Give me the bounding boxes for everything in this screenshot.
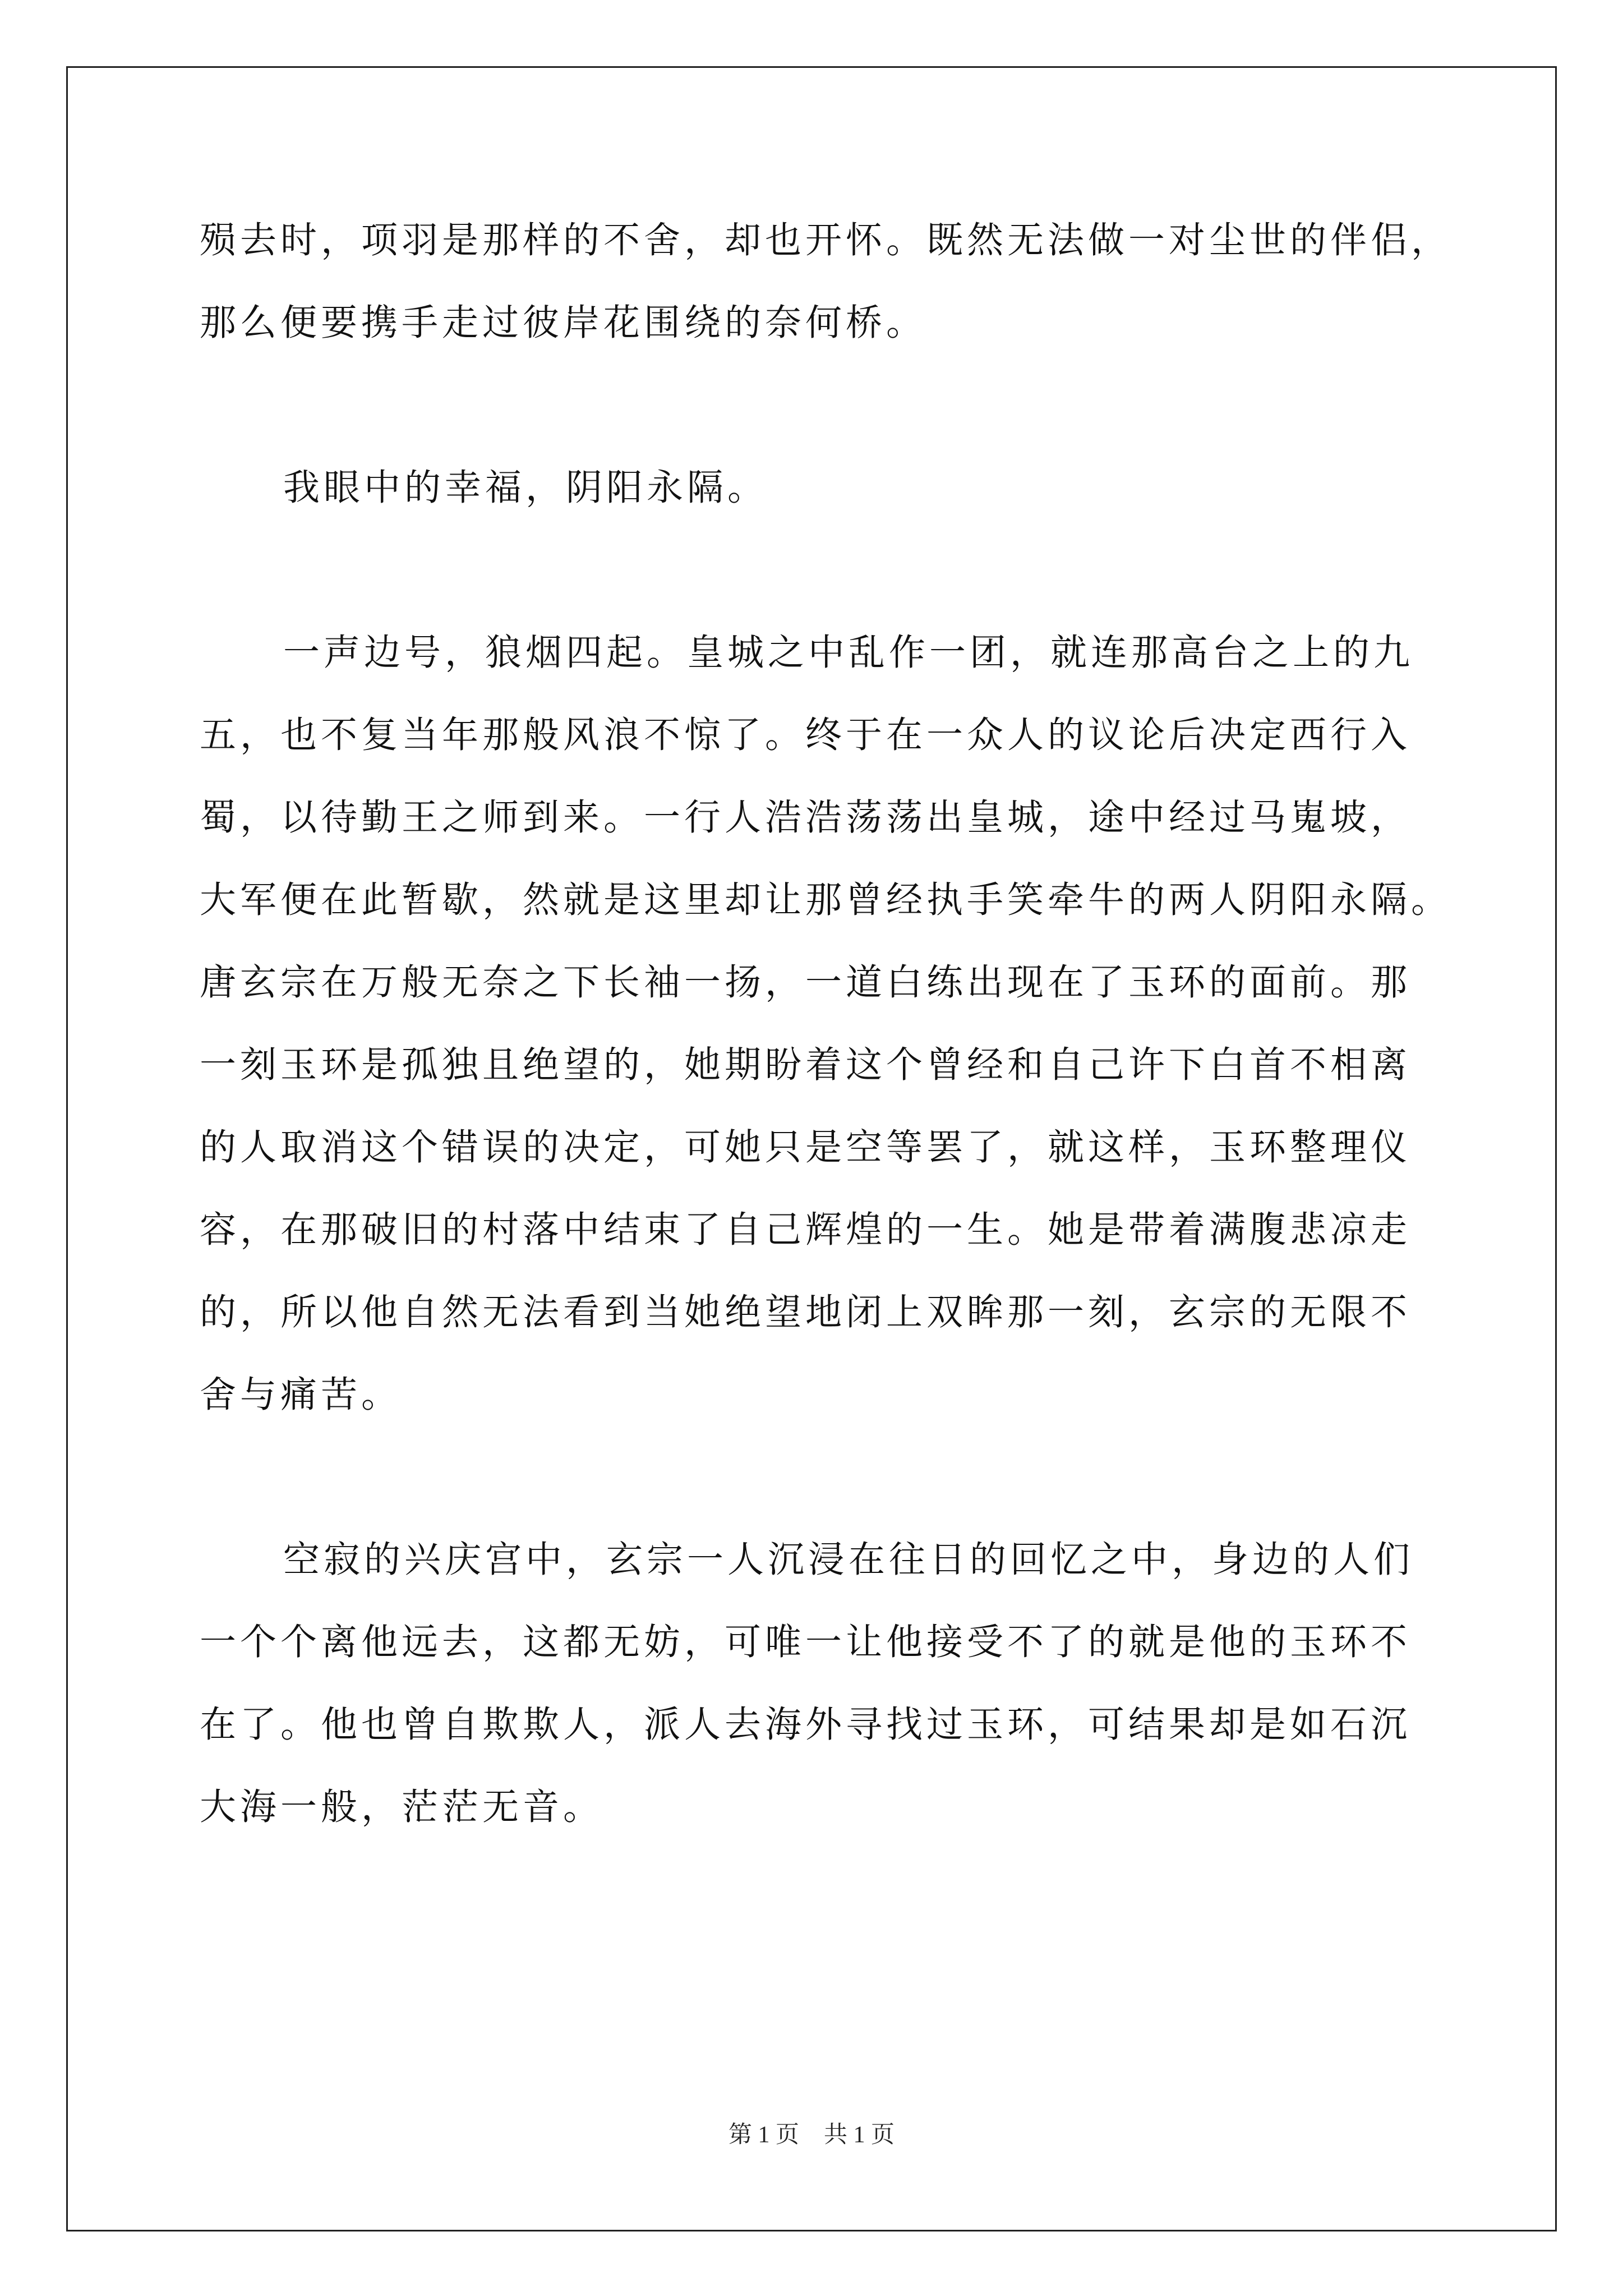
paragraph-2 <box>200 447 1433 529</box>
text-line: 一个个离他远去，这都无妨，可唯一让他接受不了的就是他的玉环不 <box>200 1621 1412 1663</box>
text-line: 大海一般，茫茫无音。 <box>200 1786 604 1828</box>
page-total: 共 1 页 <box>824 2122 895 2148</box>
text-line: 空寂的兴庆宫中，玄宗一人沉浸在往日的回忆之中，身边的人们 <box>283 1539 1414 1581</box>
paragraph-4 <box>200 1519 1433 1848</box>
text-line: 容，在那破旧的村落中结束了自己辉煌的一生。她是带着满腹悲凉走 <box>200 1209 1412 1251</box>
text-line: 殒去时，项羽是那样的不舍，却也开怀。既然无法做一对尘世的伴侣， <box>200 219 1452 261</box>
text-line: 的，所以他自然无法看到当她绝望地闭上双眸那一刻，玄宗的无限不 <box>200 1291 1412 1333</box>
text-line: 那么便要携手走过彼岸花围绕的奈何桥。 <box>200 302 927 344</box>
document-body <box>200 199 1452 1848</box>
text-line: 的人取消这个错误的决定，可她只是空等罢了，就这样，玉环整理仪 <box>200 1126 1412 1168</box>
text-line: 蜀，以待勤王之师到来。一行人浩浩荡荡出皇城，途中经过马嵬坡， <box>200 797 1412 839</box>
text-line: 唐玄宗在万般无奈之下长袖一扬，一道白练出现在了玉环的面前。那 <box>200 961 1412 1004</box>
text-line: 在了。他也曾自欺欺人，派人去海外寻找过玉环，可结果却是如石沉 <box>200 1704 1412 1746</box>
text-line: 舍与痛苦。 <box>200 1374 402 1416</box>
page-number: 第 1 页 <box>728 2122 799 2148</box>
page-footer <box>0 2118 1623 2152</box>
text-line: 一声边号，狼烟四起。皇城之中乱作一团，就连那高台之上的九 <box>283 632 1414 674</box>
paragraph-1 <box>200 199 1452 364</box>
paragraph-3 <box>200 611 1452 1436</box>
text-line: 五，也不复当年那般风浪不惊了。终于在一众人的议论后决定西行入 <box>200 714 1412 756</box>
text-line: 一刻玉环是孤独且绝望的，她期盼着这个曾经和自己许下白首不相离 <box>200 1044 1412 1086</box>
text-line: 大军便在此暂歇，然就是这里却让那曾经执手笑牵牛的两人阴阳永隔。 <box>200 879 1452 921</box>
text-line: 我眼中的幸福，阴阳永隔。 <box>283 467 768 509</box>
